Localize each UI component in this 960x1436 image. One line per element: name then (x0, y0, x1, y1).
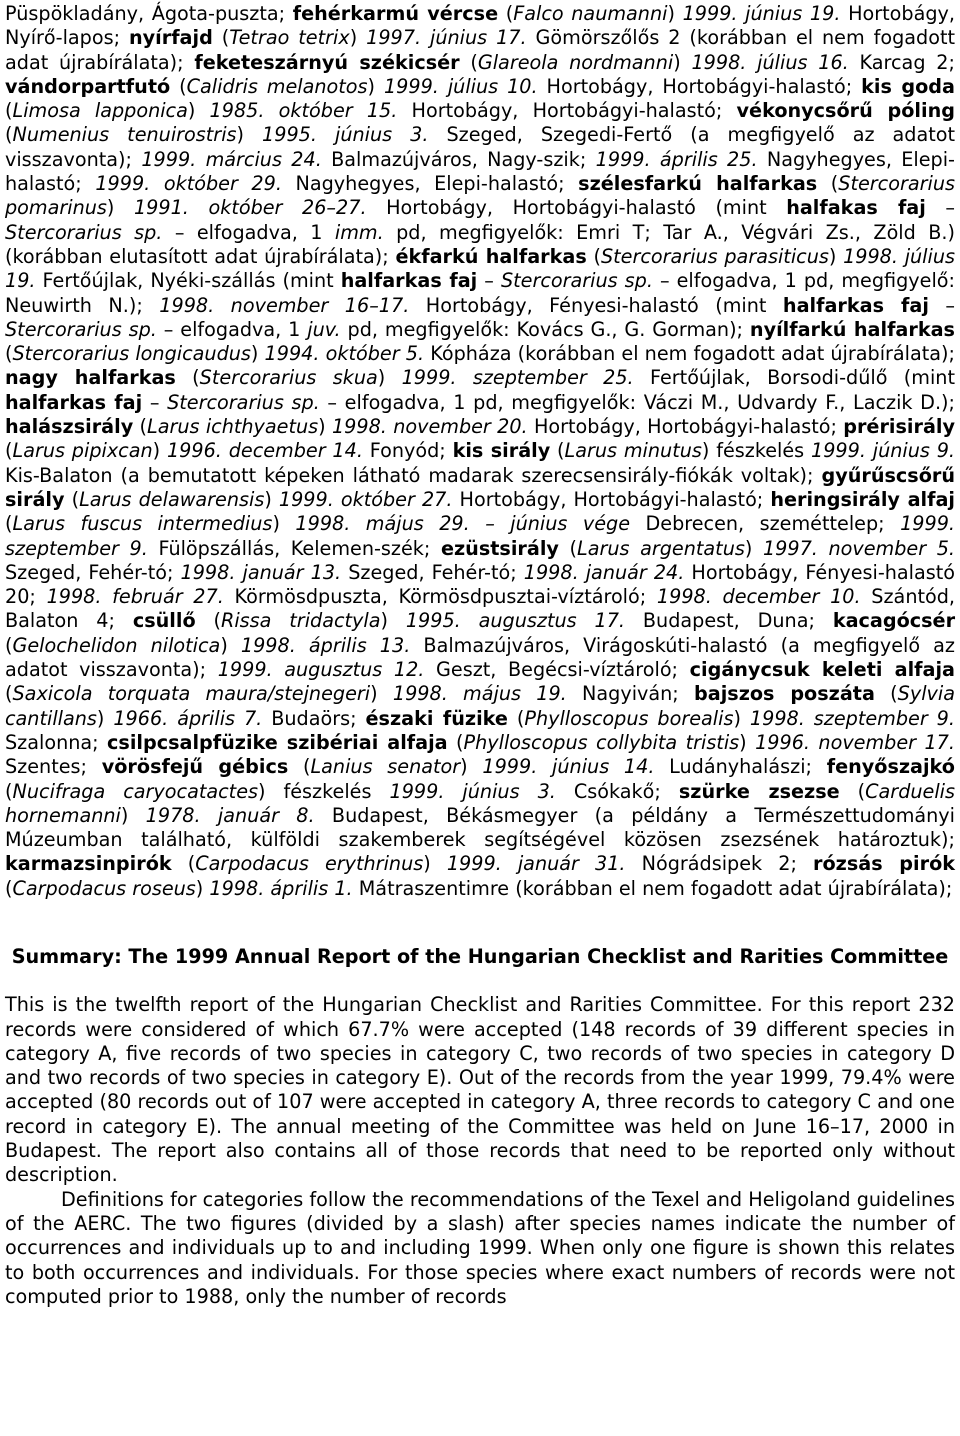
record-text: ) (152, 439, 167, 463)
italic-text: 1999. január 31. (446, 852, 626, 876)
species-name: bajszos poszáta (694, 682, 875, 706)
italic-text: 1998. július 16. (691, 50, 849, 74)
italic-text: 1998. május 19. (392, 682, 567, 706)
record-text: Csókakő; (555, 779, 679, 803)
record-text: Budapest, Békásmegyer (a példány a Természettudományi Múzeumban található, külföldi szakemberek segítségével közösen zsezsének határoztuk); (5, 803, 955, 852)
record-text: ) (739, 730, 756, 754)
italic-text: Larus delawarensis (79, 487, 265, 511)
record-text: Hortobágy, Hortobágyi-halastó (mint (366, 196, 787, 220)
species-name: halfakas faj (786, 196, 926, 220)
species-name: halfarkas faj (782, 293, 929, 317)
record-text: Kis-Balaton (a bemutatott képeken látható madarak szerecsensirály-fiókák voltak); (5, 463, 822, 487)
species-name: fehérkarmú vércse (292, 2, 499, 25)
species-name: kis sirály (452, 439, 551, 463)
italic-text: 1998. április 1. (209, 876, 353, 900)
species-name: nyírfajd (129, 26, 213, 50)
italic-text: 1997. november 5. (762, 536, 956, 560)
record-text: ) (236, 123, 263, 147)
record-text: ) (272, 512, 296, 536)
italic-text: 1999. október 27. (278, 487, 453, 511)
record-text: – (928, 293, 955, 317)
species-name: fenyőszajkó (826, 755, 955, 779)
italic-text: Stercorarius skua (199, 366, 378, 390)
italic-text: Larus fuscus intermedius (12, 512, 273, 536)
record-text: – (477, 269, 501, 293)
record-text: ) (96, 706, 114, 730)
record-text: ( (498, 2, 514, 25)
record-text: Hortobágy, Hortobágyi-halastó; (452, 487, 771, 511)
italic-text: 1998. január 13. (180, 560, 342, 584)
record-text: ( (288, 755, 311, 779)
species-name: karmazsinpirók (5, 852, 172, 876)
record-text: ) (733, 706, 750, 730)
records-paragraph (5, 2, 955, 901)
record-text: ( (5, 512, 13, 536)
record-text: – (142, 390, 168, 414)
record-text: ( (5, 682, 13, 706)
record-text: Nagyiván; (566, 682, 695, 706)
italic-text: 1998. április 13. (240, 633, 411, 657)
species-name: csilpcsalpfüzike szibériai alfaja (107, 730, 448, 754)
italic-text: 1999. március 24. (141, 147, 322, 171)
record-text: ( (459, 50, 478, 74)
italic-text: imm. (334, 220, 384, 244)
italic-text: Sylvia cantillans (5, 682, 955, 730)
record-text: Szeged, Fehér-tó; (341, 560, 524, 584)
record-text: ( (5, 633, 13, 657)
italic-text: Nucifraga caryocatactes (12, 779, 258, 803)
record-text: ( (447, 730, 464, 754)
record-text: ( (5, 342, 13, 366)
italic-text: Lanius senator (310, 755, 461, 779)
italic-text: Stercorarius sp. (167, 390, 320, 414)
italic-text: 1996. november 17. (755, 730, 955, 754)
species-name: halfarkas faj (340, 269, 478, 293)
record-text: Budaörs; (262, 706, 366, 730)
species-name: kis goda (861, 74, 955, 98)
record-text: ) (744, 536, 763, 560)
italic-text: Saxicola torquata maura/stejnegeri (12, 682, 371, 706)
record-text: – elfogadva, 1 (156, 317, 308, 341)
record-text: ) (187, 99, 210, 123)
species-name: szélesfarkú halfarkas (578, 172, 818, 196)
record-text: Püspökladány, Ágota-puszta; (5, 2, 293, 25)
record-text: – elfogadva, 1 (162, 220, 335, 244)
species-name: vándorpartfutó (5, 74, 171, 98)
record-text: Ludányhalászi; (654, 755, 827, 779)
italic-text: Rissa tridactyla (221, 609, 381, 633)
species-name: rózsás pirók (813, 852, 956, 876)
italic-text: 1996. december 14. (166, 439, 363, 463)
italic-text: 1998. november 20. (331, 415, 528, 439)
record-text: Nagyhegyes, Elepi-halastó; (281, 172, 579, 196)
record-text: Balmazújváros, Virágoskúti-halastó (a megfigyelő az adatot visszavonta); (5, 633, 955, 682)
record-text: ( (133, 415, 148, 439)
record-text: ) (377, 366, 402, 390)
record-text: Debrecen, szeméttelep; (630, 512, 901, 536)
species-name: nyílfarkú halfarkas (749, 317, 955, 341)
italic-text: Carpodacus erythrinus (195, 852, 424, 876)
italic-text: Glareola nordmanni (477, 50, 674, 74)
species-name: szürke zsezse (678, 779, 840, 803)
summary-title: Summary: The 1999 Annual Report of the Hungarian Checklist and Rarities Committee (11, 944, 949, 968)
record-text: Hortobágy, Hortobágyi-halastó; (537, 74, 862, 98)
italic-text: Larus minutus (564, 439, 702, 463)
record-text: ( (817, 172, 839, 196)
record-text: ) (673, 50, 692, 74)
italic-text: Falco naumanni (513, 2, 668, 25)
italic-text: Stercorarius longicaudus (12, 342, 251, 366)
record-text: Fonyód; (362, 439, 453, 463)
italic-text: juv. (307, 317, 341, 341)
record-text: ( (5, 876, 13, 900)
record-text: pd, megfigyelők: Kovács G., G. Gorman); (340, 317, 750, 341)
record-text: pd, megfigyelők: Emri T; Tar A., Végvári Zs., Zöld B.) (korábban elutasított adat újrabírálata); (5, 220, 955, 268)
italic-text: 1999. július 10. (383, 74, 538, 98)
species-name: heringsirály alfaj (770, 487, 955, 511)
record-text: Mátraszentimre (korábban el nem fogadott adat újrabírálata); (352, 876, 953, 900)
record-text: ( (558, 536, 578, 560)
record-text: ) (423, 852, 447, 876)
record-text: ) (380, 609, 406, 633)
record-text: ) (318, 415, 332, 439)
record-text: ) (250, 342, 265, 366)
record-text: ( (839, 779, 866, 803)
species-name: csüllő (132, 609, 196, 633)
italic-text: 1998. január 24. (523, 560, 685, 584)
record-text: Szántód, Balaton 4; (5, 585, 956, 633)
record-text: Szentes; (5, 755, 102, 779)
record-text: ( (175, 366, 200, 390)
record-text: Nagyhegyes, Elepi-halastó; (5, 147, 955, 196)
italic-text: 1999. június 19. (682, 2, 841, 25)
italic-text: 1978. január 8. (145, 803, 315, 827)
species-name: kacagócsér (832, 609, 956, 633)
italic-text: 1999. szeptember 25. (401, 366, 634, 390)
italic-text: Tetrao tetrix (229, 26, 350, 50)
italic-text: Stercorarius sp. (5, 317, 157, 341)
record-text: Nógrádsipek 2; (625, 852, 814, 876)
record-text: Hortobágy, Fényesi-halastó 20; (5, 560, 956, 609)
species-name: ékfarkú halfarkas (395, 244, 587, 268)
species-name: vékonycsőrű póling (736, 99, 955, 123)
record-text: ) (370, 682, 393, 706)
italic-text: 1998. február 27. (46, 585, 224, 609)
record-text: ) (195, 876, 210, 900)
italic-text: Stercorarius sp. (5, 220, 163, 244)
italic-text: Stercorarius parasiticus (600, 244, 829, 268)
record-text: Hortobágy, Hortobágyi-halastó; (397, 99, 737, 123)
italic-text: 1999. október 29. (95, 172, 282, 196)
italic-text: Carduelis hornemanni (5, 779, 956, 827)
record-text: Budapest, Duna; (625, 609, 833, 633)
italic-text: 1991. október 26–27. (133, 196, 367, 220)
record-text: ( (874, 682, 898, 706)
italic-text: Stercorarius pomarinus (5, 172, 955, 220)
record-text: ( (195, 609, 221, 633)
record-text: Karcag 2; (848, 50, 955, 74)
record-text: ( (64, 487, 80, 511)
record-text: Hortobágy, Hortobágyi-halastó; (527, 415, 844, 439)
species-name: ezüstsirály (440, 536, 559, 560)
record-text: – elfogadva, 1 pd, megfigyelők: Váczi M., Udvardy F., Laczik D.); (319, 390, 955, 414)
italic-text: 1997. június 17. (366, 26, 527, 50)
italic-text: Phylloscopus collybita tristis (463, 730, 740, 754)
record-text: ) (220, 633, 241, 657)
record-text: ( (5, 99, 13, 123)
species-name: cigánycsuk keleti alfaja (689, 658, 955, 682)
record-text: ( (170, 74, 187, 98)
record-text: ( (171, 852, 196, 876)
record-text: Balmazújváros, Nagy-szik; (321, 147, 596, 171)
record-text: Fertőújlak, Borsodi-dűlő (mint (633, 366, 955, 390)
record-text: Kópháza (korábban el nem fogadott adat újrabírálata); (424, 342, 956, 366)
record-text: ) (264, 487, 279, 511)
record-text: ) fészkelés (701, 439, 811, 463)
italic-text: 1985. október 15. (209, 99, 398, 123)
record-text: ( (5, 123, 13, 147)
record-text: Körmösdpuszta, Körmösdpusztai-víztároló; (223, 585, 657, 609)
record-text: ) (106, 196, 134, 220)
record-text: ) (120, 803, 146, 827)
italic-text: 1999. szeptember 9. (5, 512, 956, 560)
record-text: ( (507, 706, 525, 730)
species-name: vörösfejű gébics (101, 755, 289, 779)
italic-text: 1998. november 16–17. (159, 293, 410, 317)
species-name: nagy halfarkas (5, 366, 176, 390)
italic-text: 1999. június 9. (811, 439, 956, 463)
italic-text: Numenius tenuirostris (12, 123, 237, 147)
record-text: Geszt, Begécsi-víztároló; (424, 658, 690, 682)
italic-text: Phylloscopus borealis (524, 706, 734, 730)
italic-text: Stercorarius sp. (500, 269, 653, 293)
record-text: Hortobágy, Nyírő-lapos; (5, 2, 955, 50)
italic-text: 1995. június 3. (262, 123, 429, 147)
record-text: Fertőújlak, Nyéki-szállás (mint (35, 269, 341, 293)
italic-text: 1998. május 29. – június vége (295, 512, 631, 536)
italic-text: Gelochelidon nilotica (12, 633, 221, 657)
record-text: Gömörszőlős 2 (korábban el nem fogadott adat újrabírálata); (5, 26, 956, 74)
italic-text: Larus argentatus (577, 536, 745, 560)
italic-text: Limosa lapponica (12, 99, 188, 123)
italic-text: 1999. június 14. (482, 755, 655, 779)
record-text: ) fészkelés (258, 779, 390, 803)
species-name: északi füzike (365, 706, 508, 730)
record-text: – (925, 196, 956, 220)
summary-paragraph-2: Definitions for categories follow the recommendations of the Texel and Heligoland guidelines of the AERC. The two figures (divided by a slash) after species names indicate the number of occurrences and individuals up to and including 1999. When only one figure is shown this relates to both occurrences and individuals. For those species where exact numbers of records were not computed prior to 1988, only the number of records (5, 1187, 955, 1308)
record-text: ( (550, 439, 565, 463)
italic-text: 1995. augusztus 17. (405, 609, 626, 633)
record-text: Szalonna; (5, 730, 108, 754)
record-text: Szeged, Szegedi-Fertő (a megfigyelő az adatot visszavonta); (5, 123, 956, 171)
record-text: ( (5, 439, 13, 463)
species-name: feketeszárnyú székicsér (194, 50, 460, 74)
species-name: gyűrűscsőrű sirály (5, 463, 955, 511)
record-text: ( (586, 244, 601, 268)
italic-text: Calidris melanotos (186, 74, 368, 98)
italic-text: 1966. április 7. (113, 706, 263, 730)
record-text: ) (667, 2, 683, 25)
record-text: ) (828, 244, 844, 268)
record-text: Hortobágy, Fényesi-halastó (mint (409, 293, 783, 317)
italic-text: Larus ichthyaetus (147, 415, 319, 439)
summary-paragraph-1: This is the twelfth report of the Hungarian Checklist and Rarities Committee. For this report 232 records were considered of which 67.7% were accepted (148 records of 39 different species in category A, five records of two species in category C, two records of two species in category D and two records of two species in category E). Out of the records from the year 1999, 79.4% were accepted (80 records out of 107 were accepted in category A, three records to category C and one record in category E). The annual meeting of the Committee was held on June 16–17, 2000 in Budapest. The report also contains all of those records that need to be reported only without description. (5, 993, 955, 1187)
record-text: ( (5, 779, 13, 803)
italic-text: 1999. június 3. (389, 779, 556, 803)
italic-text: 1999. augusztus 12. (217, 658, 425, 682)
record-text: ) (367, 74, 384, 98)
italic-text: Carpodacus roseus (12, 876, 196, 900)
record-text: ( (212, 26, 230, 50)
italic-text: 1999. április 25. (595, 147, 758, 171)
record-text: Fülöpszállás, Kelemen-szék; (147, 536, 441, 560)
species-name: prérisirály (843, 415, 955, 439)
record-text: ) (460, 755, 483, 779)
italic-text: Larus pipixcan (12, 439, 153, 463)
italic-text: 1994. október 5. (264, 342, 425, 366)
species-name: halfarkas faj (5, 390, 143, 414)
species-name: halászsirály (5, 415, 134, 439)
record-text: – elfogadva, 1 pd, megfigyelő: Neuwirth N.); (5, 269, 955, 317)
italic-text: 1998. december 10. (656, 585, 861, 609)
record-text: Szeged, Fehér-tó; (5, 560, 181, 584)
italic-text: 1998. szeptember 9. (749, 706, 955, 730)
italic-text: 1998. július 19. (5, 244, 956, 293)
record-text: ) (349, 26, 367, 50)
